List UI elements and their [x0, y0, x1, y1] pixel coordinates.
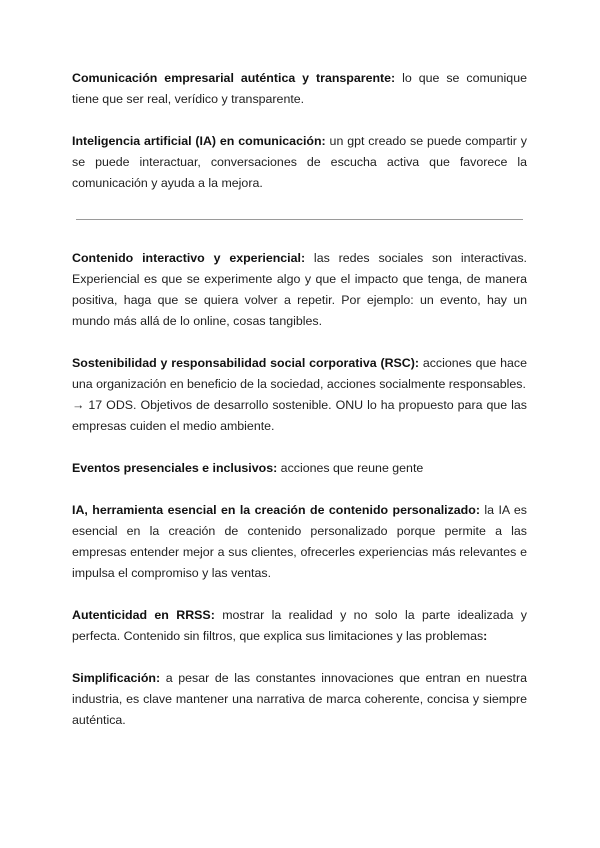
term-heading: Inteligencia artificial (IA) en comunicación: — [72, 134, 326, 148]
paragraph-text: acciones que hace una organización en beneficio de la sociedad, acciones socialmente responsables. — [72, 356, 527, 391]
paragraph-text: mostrar la realidad y no solo la parte idealizada y perfecta. Contenido sin filtros, que explica sus limitaciones y las problemas — [72, 608, 527, 643]
horizontal-divider — [76, 219, 523, 220]
paragraph-eventos-presenciales — [72, 458, 527, 479]
paragraph-ia-comunicacion — [72, 131, 527, 194]
document-page — [72, 68, 527, 731]
term-heading: Comunicación empresarial auténtica y transparente: — [72, 71, 396, 85]
term-heading: Sostenibilidad y responsabilidad social corporativa (RSC): — [72, 356, 419, 370]
paragraph-sostenibilidad-rsc — [72, 353, 527, 437]
paragraph-text: las redes sociales son interactivas. Experiencial es que se experimente algo y que el impacto que tenga, de manera positiva, haga que se quiera volver a repetir. Por ejemplo: un evento, hay un mundo más allá de lo online, cosas tangibles. — [72, 251, 527, 328]
paragraph-tail-colon: : — [483, 629, 488, 643]
paragraph-autenticidad-rrss — [72, 605, 527, 647]
term-heading: Simplificación: — [72, 671, 161, 685]
term-heading: Autenticidad en RRSS: — [72, 608, 215, 622]
paragraph-text: a pesar de las constantes innovaciones que entran en nuestra industria, es clave mantener una narrativa de marca coherente, concisa y siempre auténtica. — [72, 671, 527, 727]
paragraph-text: la IA es esencial en la creación de contenido personalizado porque permite a las empresas entender mejor a sus clientes, ofrecerles experiencias más relevantes e impulsa el compromiso y las ventas. — [72, 503, 527, 580]
paragraph-simplificacion — [72, 668, 527, 731]
paragraph-text-arrow-line: → 17 ODS. Objetivos de desarrollo sostenible. ONU lo ha propuesto para que las empresas cuiden el medio ambiente. — [72, 398, 527, 433]
paragraph-contenido-interactivo — [72, 248, 527, 332]
paragraph-ia-contenido-personalizado — [72, 500, 527, 584]
term-heading: Contenido interactivo y experiencial: — [72, 251, 306, 265]
term-heading: IA, herramienta esencial en la creación de contenido personalizado: — [72, 503, 480, 517]
paragraph-text: un gpt creado se puede compartir y se puede interactuar, conversaciones de escucha activa que favorece la comunicación y ayuda a la mejora. — [72, 134, 527, 190]
paragraph-comunicacion-autentica — [72, 68, 527, 110]
paragraph-text: lo que se comunique tiene que ser real, verídico y transparente. — [72, 71, 527, 106]
term-heading: Eventos presenciales e inclusivos: — [72, 461, 278, 475]
paragraph-text: acciones que reune gente — [277, 461, 424, 475]
